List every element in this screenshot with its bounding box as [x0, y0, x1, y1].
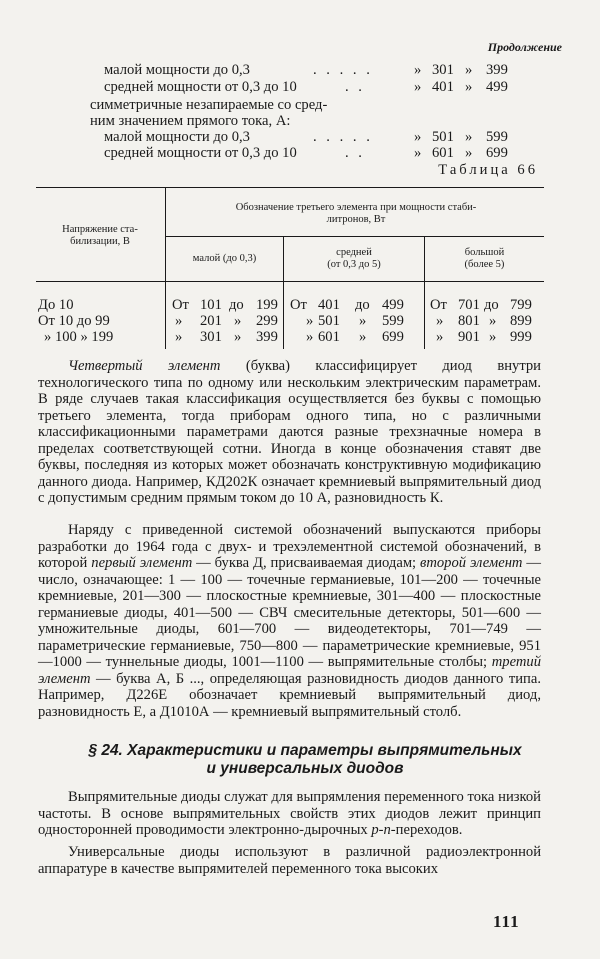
table-subheader-low: малой (до 0,3): [192, 253, 257, 264]
cell-c1-token: От: [172, 297, 189, 313]
section-heading-line: и универсальных диодов: [206, 760, 404, 777]
table-row: [0, 329, 600, 345]
range-from-mark: »: [414, 145, 422, 161]
designation-label: малой мощности до 0,3: [104, 62, 250, 78]
range-start: 301: [432, 62, 454, 78]
paragraph-text: — буква А, Б ..., определяющая разновидность диодов данного типа. Например, Д226Е обозначает кремниевый выпрямительный диод, разновидность Е, а Д1010А — кремниевый выпрямительный столб.: [38, 670, 541, 720]
table-group-rule: [166, 236, 544, 237]
table-header-voltage: Напряжение ста- билизации, В: [62, 224, 138, 247]
cell-c3-token: 701: [458, 297, 480, 313]
cell-c1-token: »: [175, 329, 183, 345]
cell-c2-token: »: [306, 313, 314, 329]
paragraph-fourth-element: [38, 358, 541, 507]
cell-c2-token: 499: [382, 297, 404, 313]
leader-dots: . .: [345, 79, 365, 95]
cell-c2-token: »: [359, 329, 367, 345]
cell-c2-token: 699: [382, 329, 404, 345]
paragraph-text: Универсальные диоды используют в различной радиоэлектронной аппаратуре в качестве выпрямителей переменного тока высоких: [38, 844, 541, 877]
paragraph-text: Наряду с приведенной системой обозначений выпускаются приборы разработки до 1964 года с двух- и трехэлементной системой обозначений, в которой: [38, 522, 541, 571]
cell-c3-token: 901: [458, 329, 480, 345]
cell-c3-token: 999: [510, 329, 532, 345]
designation-label: симметричные незапираемые со сред-: [90, 97, 328, 113]
designation-label: средней мощности от 0,3 до 10: [104, 145, 297, 161]
range-end: 599: [486, 129, 508, 145]
cell-voltage: От 10 до 99: [38, 313, 110, 329]
cell-c1-token: 399: [256, 329, 278, 345]
cell-c2-token: до: [355, 297, 370, 313]
leader-dots: . . . . .: [313, 129, 373, 145]
cell-c1-token: 301: [200, 329, 222, 345]
continuation-label: Продолжение: [487, 40, 562, 54]
table-row: [0, 313, 600, 329]
table-title: Таблица 66: [438, 162, 538, 178]
cell-c3-token: »: [489, 313, 497, 329]
cell-c2-token: 601: [318, 329, 340, 345]
cell-c3-token: »: [489, 329, 497, 345]
range-to-mark: »: [465, 145, 473, 161]
cell-c1-token: до: [229, 297, 244, 313]
cell-voltage: » 100 » 199: [44, 329, 114, 345]
cell-c3-token: 799: [510, 297, 532, 313]
cell-c3-token: От: [430, 297, 447, 313]
section-heading: [60, 742, 550, 778]
designation-list-row: [0, 145, 600, 161]
paragraph-old-system: [38, 522, 541, 720]
designation-list-row: [0, 79, 600, 95]
paragraph-text: Выпрямительные диоды служат для выпрямления переменного тока низкой частоты. В основе выпрямительных свойств этих диодов лежит принцип односторонней проводимости электронно-дырочных: [38, 789, 541, 838]
cell-c2-token: 599: [382, 313, 404, 329]
designation-label: ним значением прямого тока, А:: [90, 113, 291, 129]
cell-c2-token: »: [306, 329, 314, 345]
range-to-mark: »: [465, 62, 473, 78]
term-pn: p-n: [371, 822, 391, 838]
designation-label: средней мощности от 0,3 до 10: [104, 79, 297, 95]
cell-c1-token: »: [234, 313, 242, 329]
range-to-mark: »: [465, 129, 473, 145]
table-row: [0, 297, 600, 313]
term-second-element: второй элемент: [420, 555, 523, 571]
range-from-mark: »: [414, 79, 422, 95]
designation-label: малой мощности до 0,3: [104, 129, 250, 145]
cell-c3-token: до: [484, 297, 499, 313]
cell-c2-token: 401: [318, 297, 340, 313]
range-start: 401: [432, 79, 454, 95]
paragraph-text: (буква) классифицирует диод внутри технологического типа по одному или нескольким электрическим параметрам. В ряде случаев такая классификация осуществляется без буквы с помощью третьего элемента, тогда приборам одного типа, но с различными классификационными параметрами даются разные трехзначные номера в пределах соответствующей сотни. Иногда в конце обозначения ставят две буквы, последняя из которых может обозначать конструктивную модификацию данного диода. Например, КД202К означает кремниевый выпрямительный диод с допустимым средним прямым током до 10 А, разновидность К.: [38, 358, 541, 506]
paragraph-text: — число, означающее: 1 — 100 — точечные германиевые, 101—200 — точечные кремниевые, 201—300 — плоскостные кремниевые, 301—400 — плоскостные германиевые диоды, 401—500 — СВЧ смесительные детекторы, 501—600 — умножительные диоды, 601—700 — видеодетекторы, 701—749 — параметрические германиевые, 750—800 — параметрические кремниевые, 951—1000 — туннельные диоды, 1001—1100 — выпрямительные столбы;: [38, 555, 541, 670]
leader-dots: . .: [345, 145, 365, 161]
term-first-element: первый элемент: [91, 555, 193, 571]
cell-c1-token: 199: [256, 297, 278, 313]
table-header-group: Обозначение третьего элемента при мощности стаби- литронов, Вт: [235, 202, 477, 225]
table-subheader-mid: средней (от 0,3 до 5): [327, 247, 381, 270]
cell-voltage: До 10: [38, 297, 74, 313]
cell-c1-token: 101: [200, 297, 222, 313]
section-heading-line: § 24. Характеристики и параметры выпрямительных: [88, 742, 522, 759]
cell-c1-token: 299: [256, 313, 278, 329]
table-top-rule: [36, 187, 544, 188]
paragraph-universal-diodes: [38, 844, 541, 877]
table-header-rule: [36, 281, 544, 282]
designation-list-row: [0, 113, 600, 129]
cell-c3-token: »: [436, 313, 444, 329]
paragraph-rectifier-diodes: [38, 789, 541, 839]
range-from-mark: »: [414, 129, 422, 145]
range-to-mark: »: [465, 79, 473, 95]
cell-c3-token: 899: [510, 313, 532, 329]
range-from-mark: »: [414, 62, 422, 78]
range-end: 699: [486, 145, 508, 161]
term-third-element: третий элемент: [38, 654, 541, 687]
designation-list-row: [0, 129, 600, 145]
range-end: 499: [486, 79, 508, 95]
range-start: 501: [432, 129, 454, 145]
designation-list-row: [0, 62, 600, 78]
cell-c1-token: »: [175, 313, 183, 329]
cell-c3-token: 801: [458, 313, 480, 329]
range-end: 399: [486, 62, 508, 78]
leader-dots: . . . . .: [313, 62, 373, 78]
table-subheader-high: большой (более 5): [464, 247, 505, 270]
cell-c2-token: 501: [318, 313, 340, 329]
cell-c3-token: »: [436, 329, 444, 345]
paragraph-text: -переходов.: [390, 822, 463, 838]
term-fourth-element: Четвертый элемент: [68, 358, 221, 374]
paragraph-text: — буква Д, присваиваемая диодам;: [192, 555, 421, 571]
cell-c1-token: 201: [200, 313, 222, 329]
range-start: 601: [432, 145, 454, 161]
cell-c2-token: От: [290, 297, 307, 313]
cell-c1-token: »: [234, 329, 242, 345]
cell-c2-token: »: [359, 313, 367, 329]
page-number: 111: [493, 912, 520, 931]
designation-list-row: [0, 97, 600, 113]
